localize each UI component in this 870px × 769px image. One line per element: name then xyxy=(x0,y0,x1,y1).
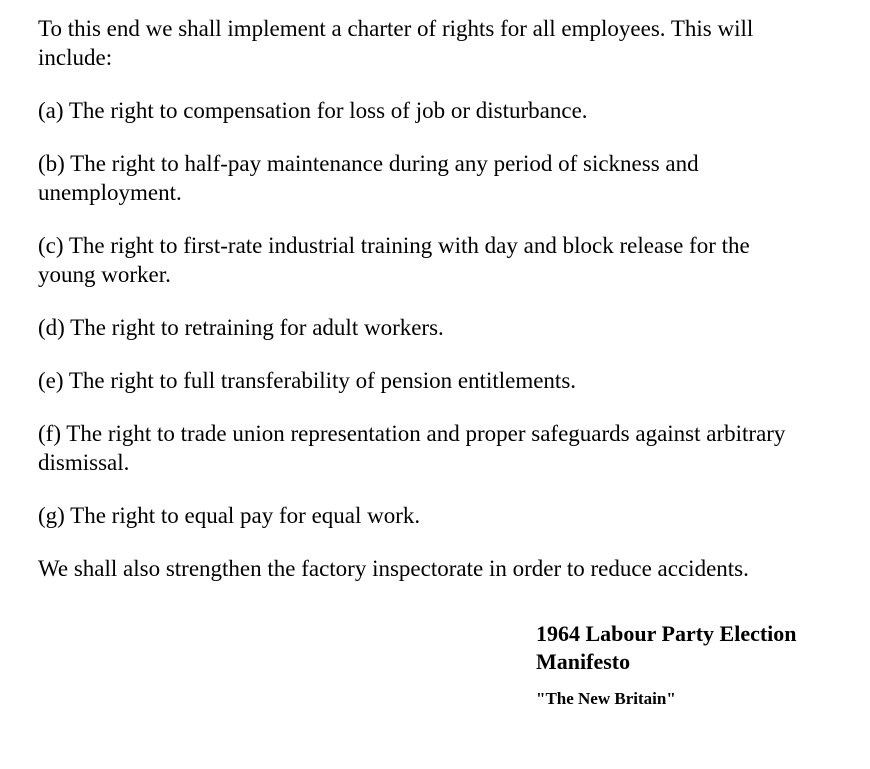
right-item-d: (d) The right to retraining for adult workers. xyxy=(38,315,444,340)
source-attribution xyxy=(536,620,856,710)
attribution-title: 1964 Labour Party Election Manifesto xyxy=(536,621,797,674)
right-item-b: (b) The right to half-pay maintenance during any period of sickness and unemployment. xyxy=(38,151,699,205)
intro-paragraph: To this end we shall implement a charter of rights for all employees. This will include: xyxy=(38,16,754,70)
document-body xyxy=(38,14,798,607)
right-item-e: (e) The right to full transferability of pension entitlements. xyxy=(38,368,577,393)
closing-paragraph: We shall also strengthen the factory inspectorate in order to reduce accidents. xyxy=(38,556,749,581)
right-item-f: (f) The right to trade union representation and proper safeguards against arbitrary dismissal. xyxy=(38,421,786,475)
right-item-a: (a) The right to compensation for loss of job or disturbance. xyxy=(38,98,588,123)
attribution-subtitle: "The New Britain" xyxy=(536,689,676,708)
right-item-g: (g) The right to equal pay for equal work. xyxy=(38,503,421,528)
right-item-c: (c) The right to first-rate industrial training with day and block release for the young worker. xyxy=(38,233,750,287)
